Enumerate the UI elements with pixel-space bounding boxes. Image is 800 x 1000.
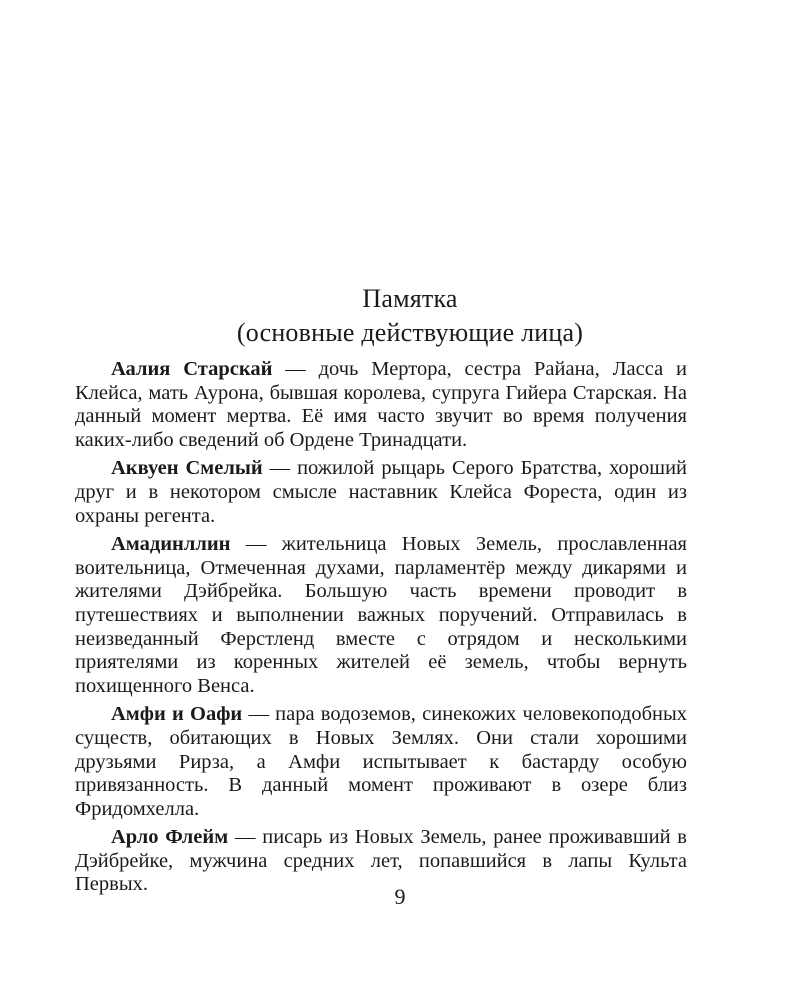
character-entry (75, 703, 687, 821)
character-description: — жительница Новых Земель, прославленная воительница, Отмеченная духами, парламентёр между дикарями и жителями Дэйбрейка. Большую часть времени проводит в путешествиях и выполнении важных поручений. Отправилась в неизведанный Ферстленд вместе с отрядом и несколькими приятелями из коренных жителей её земель, чтобы вернуть похищенного Венса. (75, 533, 687, 697)
character-entry (75, 533, 687, 698)
character-description: — дочь Мертора, сестра Райана, Ласса и Клейса, мать Аурона, бывшая королева, супруга Гийера Старская. На данный момент мертва. Её имя часто звучит во время получения каких-либо сведений об Ордене Тринадцати. (75, 358, 687, 451)
character-name: Аквуен Смелый (111, 457, 263, 480)
character-entry (75, 457, 687, 528)
character-description: — писарь из Новых Земель, ранее проживавший в Дэйбрейке, мужчина средних лет, попавшийся в лапы Культа Первых. (75, 826, 687, 896)
heading-title: Памятка (362, 284, 458, 313)
page-heading (70, 282, 750, 350)
character-description: — пара водоземов, синекожих человекоподобных существ, обитающих в Новых Землях. Они стали хорошими друзьями Рирза, а Амфи испытывает к бастарду особую привязанность. В данный момент проживают в озере близ Фридомхелла. (75, 703, 687, 820)
page-number: 9 (394, 884, 406, 909)
character-description: — пожилой рыцарь Серого Братства, хороший друг и в некотором смысле наставник Клейса Фореста, один из охраны регента. (75, 457, 688, 527)
character-name: Амадинллин (111, 533, 231, 556)
character-list (75, 358, 687, 902)
character-entry (75, 358, 687, 452)
character-name: Аалия Старскай (111, 358, 273, 380)
character-name: Арло Флейм (111, 826, 229, 849)
character-name: Амфи и Оафи (111, 703, 243, 726)
heading-subtitle: (основные действующие лица) (236, 318, 584, 347)
